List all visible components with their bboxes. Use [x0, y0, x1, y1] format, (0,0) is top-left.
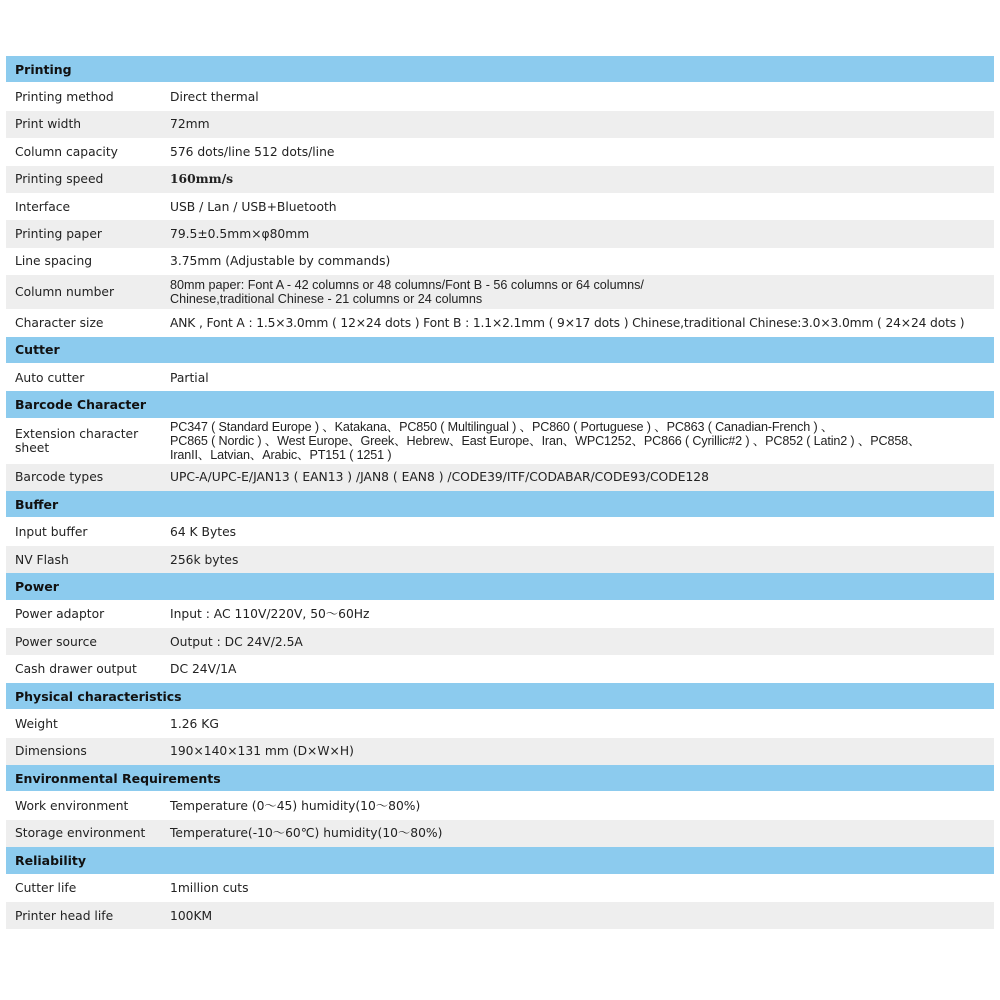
spec-label: Printing method: [15, 90, 114, 105]
spec-row-power-adaptor: [6, 601, 994, 628]
spec-label: Work environment: [15, 799, 129, 814]
spec-label: Interface: [15, 199, 71, 214]
section-header-cutter: [6, 337, 994, 364]
spec-value: 256k bytes: [170, 552, 239, 567]
spec-label: NV Flash: [15, 552, 69, 567]
section-title: Printing: [15, 61, 72, 77]
spec-value: 3.75mm (Adjustable by commands): [170, 254, 391, 269]
spec-value: 160mm/s: [170, 171, 234, 187]
section-title: Power: [15, 578, 59, 594]
spec-label: Column capacity: [15, 144, 118, 159]
section-header-printing: [6, 56, 994, 83]
spec-row-cash-drawer-output: [6, 655, 994, 682]
spec-row-power-source: [6, 628, 994, 655]
spec-row-column-capacity: [6, 138, 994, 165]
spec-label: Power adaptor: [15, 607, 105, 622]
spec-row-work-environment: [6, 792, 994, 819]
spec-label: Character size: [15, 315, 104, 330]
spec-value: Direct thermal: [170, 90, 259, 105]
section-title: Cutter: [15, 342, 60, 358]
spec-value: 1.26 KG: [170, 716, 219, 731]
spec-label: Printer head life: [15, 908, 114, 923]
spec-value: 79.5±0.5mm×φ80mm: [170, 227, 310, 242]
spec-row-nv-flash: [6, 546, 994, 573]
section-header-reliability: [6, 847, 994, 874]
spec-row-weight: [6, 710, 994, 737]
spec-row-cutter-life: [6, 875, 994, 902]
spec-value: 576 dots/line 512 dots/line: [170, 144, 335, 159]
spec-value: 100KM: [170, 908, 213, 923]
spec-value: PC347 ( Standard Europe ) 、Katakana、PC850 ( Multilingual ) 、PC860 ( Portuguese ) 、PC863 ( Canadian-French ) 、 PC865 ( Nordic ) 、West Europe、Greek、Hebrew、East Europe、Iran、WPC1252、PC866 ( Cyrillic#2 ) 、PC852 ( Latin2 ) 、PC858、 IranII、Latvian、Arabic、PT151 ( 1251 ): [170, 420, 921, 463]
section-title: Reliability: [15, 852, 87, 868]
spec-label: Input buffer: [15, 525, 88, 540]
spec-label: Auto cutter: [15, 370, 85, 385]
spec-value: 1million cuts: [170, 881, 249, 896]
spec-row-dimensions: [6, 738, 994, 765]
spec-row-line-spacing: [6, 248, 994, 275]
section-title: Barcode Character: [15, 396, 147, 412]
spec-value: Temperature(-10～60℃) humidity(10～80%): [170, 826, 443, 841]
spec-row-print-width: [6, 111, 994, 138]
spec-value: 64 K Bytes: [170, 525, 237, 540]
spec-value: 80mm paper: Font A - 42 columns or 48 columns/Font B - 56 columns or 64 columns/ Chinese,traditional Chinese - 21 columns or 24 columns: [170, 278, 644, 307]
spec-row-printing-speed: [6, 166, 994, 193]
spec-label: Power source: [15, 634, 97, 649]
spec-label: Column number: [15, 285, 114, 300]
spec-label: Barcode types: [15, 470, 104, 485]
section-header-physical-characteristics: [6, 683, 994, 710]
spec-label: Extension character sheet: [15, 427, 139, 456]
spec-value: Input : AC 110V/220V, 50～60Hz: [170, 607, 370, 622]
spec-label: Cash drawer output: [15, 662, 137, 677]
spec-row-auto-cutter: [6, 364, 994, 391]
spec-label: Printing paper: [15, 227, 102, 242]
spec-row-character-size: [6, 309, 994, 336]
spec-value: ANK , Font A : 1.5×3.0mm ( 12×24 dots ) Font B : 1.1×2.1mm ( 9×17 dots ) Chinese,traditional Chinese:3.0×3.0mm ( 24×24 dots ): [170, 315, 965, 330]
spec-row-printing-method: [6, 83, 994, 110]
spec-row-barcode-types: [6, 464, 994, 491]
spec-value: Temperature (0～45) humidity(10～80%): [170, 799, 421, 814]
spec-row-storage-environment: [6, 820, 994, 847]
spec-label: Dimensions: [15, 744, 87, 759]
spec-value: 72mm: [170, 117, 210, 132]
spec-row-interface: [6, 193, 994, 220]
section-header-buffer: [6, 491, 994, 518]
spec-row-printer-head-life: [6, 902, 994, 929]
spec-row-column-number: [6, 275, 994, 309]
spec-value: DC 24V/1A: [170, 662, 237, 677]
section-header-environmental-requirements: [6, 765, 994, 792]
spec-row-extension-character-sheet: [6, 419, 994, 464]
spec-row-printing-paper: [6, 220, 994, 247]
spec-label: Print width: [15, 117, 82, 132]
section-header-power: [6, 573, 994, 600]
section-title: Buffer: [15, 496, 59, 512]
spec-label: Storage environment: [15, 826, 146, 841]
spec-value: USB / Lan / USB+Bluetooth: [170, 199, 337, 214]
section-title: Physical characteristics: [15, 688, 182, 704]
spec-label: Cutter life: [15, 881, 77, 896]
spec-row-input-buffer: [6, 518, 994, 545]
spec-label: Line spacing: [15, 254, 93, 269]
spec-value: UPC-A/UPC-E/JAN13 ( EAN13 ) /JAN8 ( EAN8 ) /CODE39/ITF/CODABAR/CODE93/CODE128: [170, 470, 709, 485]
spec-table: [6, 56, 994, 929]
spec-label: Weight: [15, 716, 58, 731]
section-header-barcode-character: [6, 391, 994, 418]
spec-value: 190×140×131 mm (D×W×H): [170, 744, 354, 759]
section-title: Environmental Requirements: [15, 770, 221, 786]
spec-label: Printing speed: [15, 172, 104, 187]
spec-value: Output : DC 24V/2.5A: [170, 634, 303, 649]
spec-value: Partial: [170, 370, 209, 385]
